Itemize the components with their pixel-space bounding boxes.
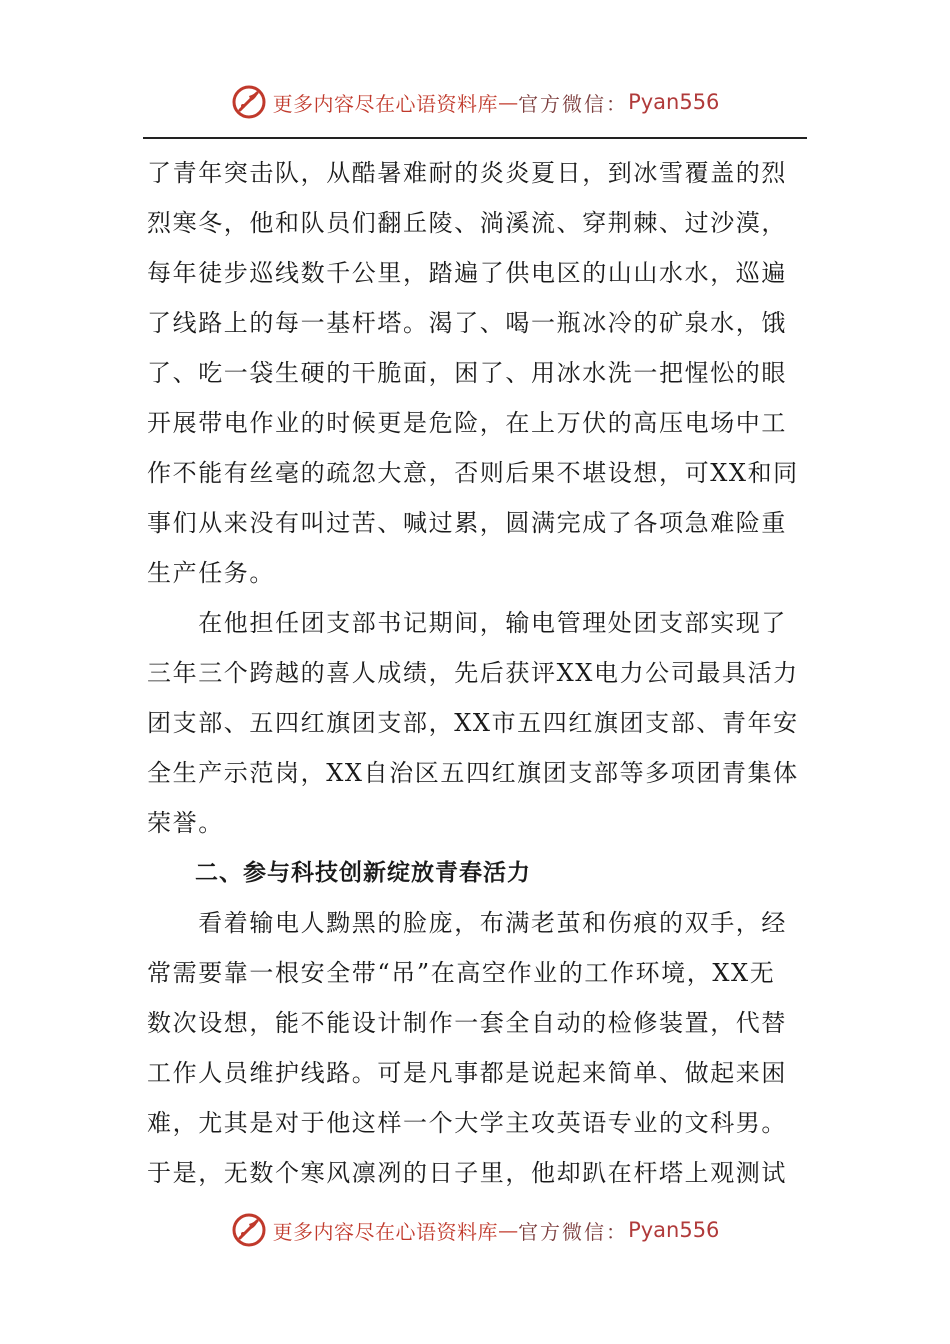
text-line: 工作人员维护线路。可是凡事都是说起来简单、做起来困 (147, 1059, 787, 1087)
text-line: 难，尤其是对于他这样一个大学主攻英语专业的文科男。 (147, 1109, 787, 1137)
section-heading: 二、参与科技创新绽放青春活力 (147, 860, 531, 886)
header-wechat-label: 官方微信： (518, 91, 629, 116)
text-line: 事们从来没有叫过苦、喊过累，圆满完成了各项急难险重 (147, 509, 787, 537)
text-line: 生产任务。 (147, 559, 275, 587)
footer-wechat-label: 官方微信： (518, 1219, 629, 1244)
text-line: 团支部、五四红旗团支部，XX市五四红旗团支部、青年安 (147, 709, 799, 737)
text-line: 在他担任团支部书记期间，输电管理处团支部实现了 (147, 609, 787, 637)
text-line: 烈寒冬，他和队员们翻丘陵、淌溪流、穿荆棘、过沙漠， (147, 209, 787, 237)
footer-wechat-id: Pyan556 (628, 1218, 720, 1242)
header-dash: — (498, 90, 519, 114)
header-banner (0, 82, 950, 122)
text-line: 了青年突击队，从酷暑难耐的炎炎夏日，到冰雪覆盖的烈 (147, 159, 787, 187)
text-line: 数次设想，能不能设计制作一套全自动的检修装置，代替 (147, 1009, 787, 1037)
text-line: 开展带电作业的时候更是危险，在上万伏的高压电场中工 (147, 409, 787, 437)
text-line: 了线路上的每一基杆塔。渴了、喝一瓶冰冷的矿泉水，饿 (147, 309, 787, 337)
text-line: 了、吃一袋生硬的干脆面，困了、用冰水洗一把惺忪的眼 (147, 359, 787, 387)
text-line: 每年徒步巡线数千公里，踏遍了供电区的山山水水，巡遍 (147, 259, 787, 287)
text-line: 看着输电人黝黑的脸庞，布满老茧和伤痕的双手，经 (147, 909, 787, 937)
text-line: 作不能有丝毫的疏忽大意，否则后果不堪设想，可XX和同 (147, 459, 799, 487)
text-line: 于是，无数个寒风凛冽的日子里，他却趴在杆塔上观测试 (147, 1159, 787, 1187)
footer-dash: — (498, 1218, 519, 1242)
text-line: 荣誉。 (147, 809, 224, 837)
header-brand-text: 更多内容尽在心语资料库 (272, 91, 499, 116)
footer-brand-text: 更多内容尽在心语资料库 (272, 1219, 499, 1244)
text-line: 常需要靠一根安全带“吊”在高空作业的工作环境，XX无 (147, 959, 776, 987)
header-divider (143, 137, 807, 139)
quill-logo-icon (231, 1212, 267, 1248)
header-wechat-id: Pyan556 (628, 90, 720, 114)
text-line: 三年三个跨越的喜人成绩，先后获评XX电力公司最具活力 (147, 659, 799, 687)
document-body (147, 148, 807, 1198)
text-line: 全生产示范岗，XX自治区五四红旗团支部等多项团青集体 (147, 759, 799, 787)
footer-banner (0, 1210, 950, 1250)
quill-logo-icon (231, 84, 267, 120)
